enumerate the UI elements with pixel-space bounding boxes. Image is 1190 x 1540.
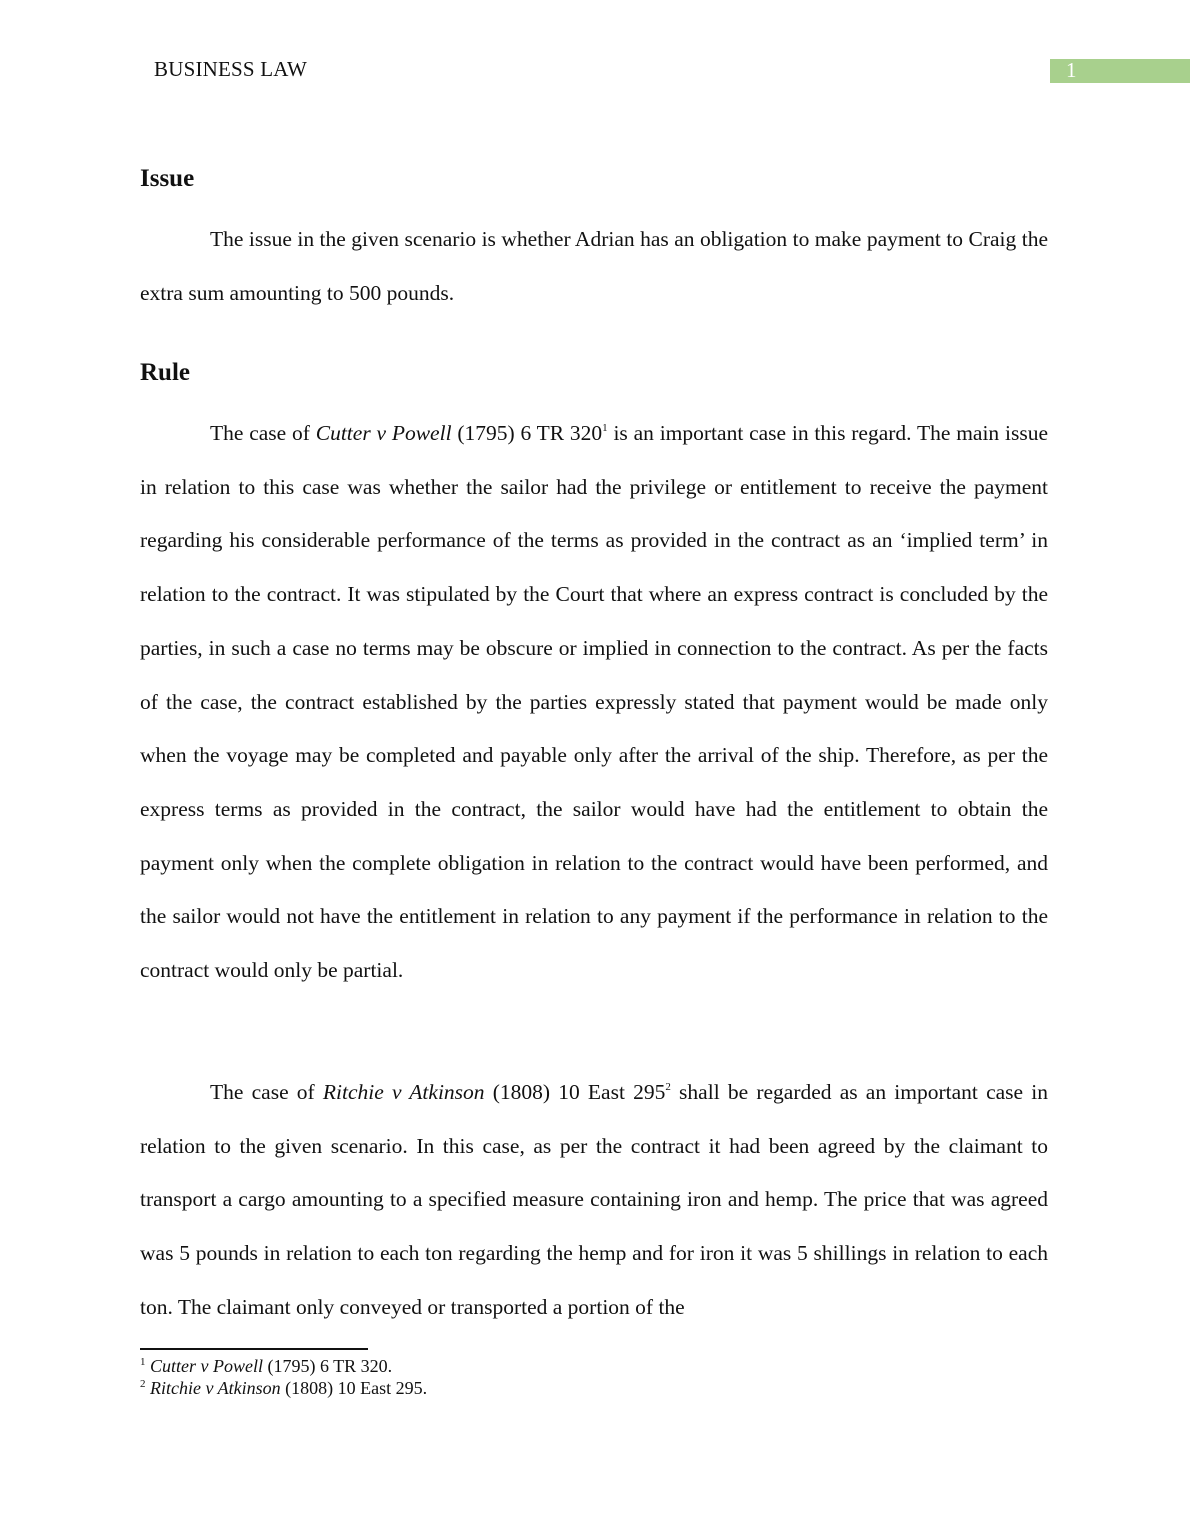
rule-paragraph-2 <box>140 1066 1048 1335</box>
footnote-1 <box>140 1356 392 1377</box>
running-header-title: BUSINESS LAW <box>154 57 307 81</box>
text-run: shall be regarded as an important case in relation to the given scenario. In this case, as per the contract it had been agreed by the claimant to transport a cargo amounting to a specified measure containing iron and hemp. The price that was agreed was 5 pounds in relation to each ton regarding the hemp and for iron it was 5 shillings in relation to each ton. The claimant only conveyed or transported a portion of the <box>140 1080 1048 1319</box>
footnote-case-name: Cutter v Powell <box>150 1356 263 1376</box>
footnote-ref-2[interactable]: 2 <box>665 1081 671 1093</box>
text-run: The case of <box>210 1080 323 1104</box>
case-name-ritchie-v-atkinson: Ritchie v Atkinson <box>322 1080 485 1104</box>
rule-body <box>140 407 1048 998</box>
citation: (1808) 10 East 295 <box>484 1080 666 1104</box>
footnote-number: 1 <box>140 1356 146 1368</box>
case-name-cutter-v-powell: Cutter v Powell <box>315 421 452 445</box>
rule-body-continued <box>140 1066 1048 1335</box>
page-number: 1 <box>1066 58 1077 82</box>
rule-paragraph-1 <box>140 407 1048 998</box>
footnote-2 <box>140 1378 427 1399</box>
issue-heading: Issue <box>140 165 195 192</box>
footnote-citation: (1795) 6 TR 320. <box>262 1356 393 1376</box>
issue-paragraph: The issue in the given scenario is whether Adrian has an obligation to make payment to Craig the extra sum amounting to 500 pounds. <box>140 227 1048 305</box>
footnote-separator <box>140 1348 368 1350</box>
footnote-number: 2 <box>140 1378 146 1390</box>
footnote-case-name: Ritchie v Atkinson <box>150 1378 281 1398</box>
text-run: The case of <box>210 421 316 445</box>
issue-body <box>140 213 1048 320</box>
footnote-citation: (1808) 10 East 295. <box>280 1378 428 1398</box>
citation: (1795) 6 TR 320 <box>451 421 603 445</box>
text-run: is an important case in this regard. The main issue in relation to this case was whether the sailor had the privilege or entitlement to receive the payment regarding his considerable performance of the terms as provided in the contract as an ‘implied term’ in relation to the contract. It was stipulated by the Court that where an express contract is concluded by the parties, in such a case no terms may be obscure or implied in connection to the contract. As per the facts of the case, the contract established by the parties expressly stated that payment would be made only when the voyage may be completed and payable only after the arrival of the ship. Therefore, as per the express terms as provided in the contract, the sailor would have had the entitlement to obtain the payment only when the complete obligation in relation to the contract would have been performed, and the sailor would not have the entitlement in relation to any payment if the performance in relation to the contract would only be partial. <box>140 421 1048 983</box>
footnote-ref-1[interactable]: 1 <box>602 422 608 434</box>
rule-heading: Rule <box>140 359 190 386</box>
page-number-bar <box>1050 59 1190 83</box>
